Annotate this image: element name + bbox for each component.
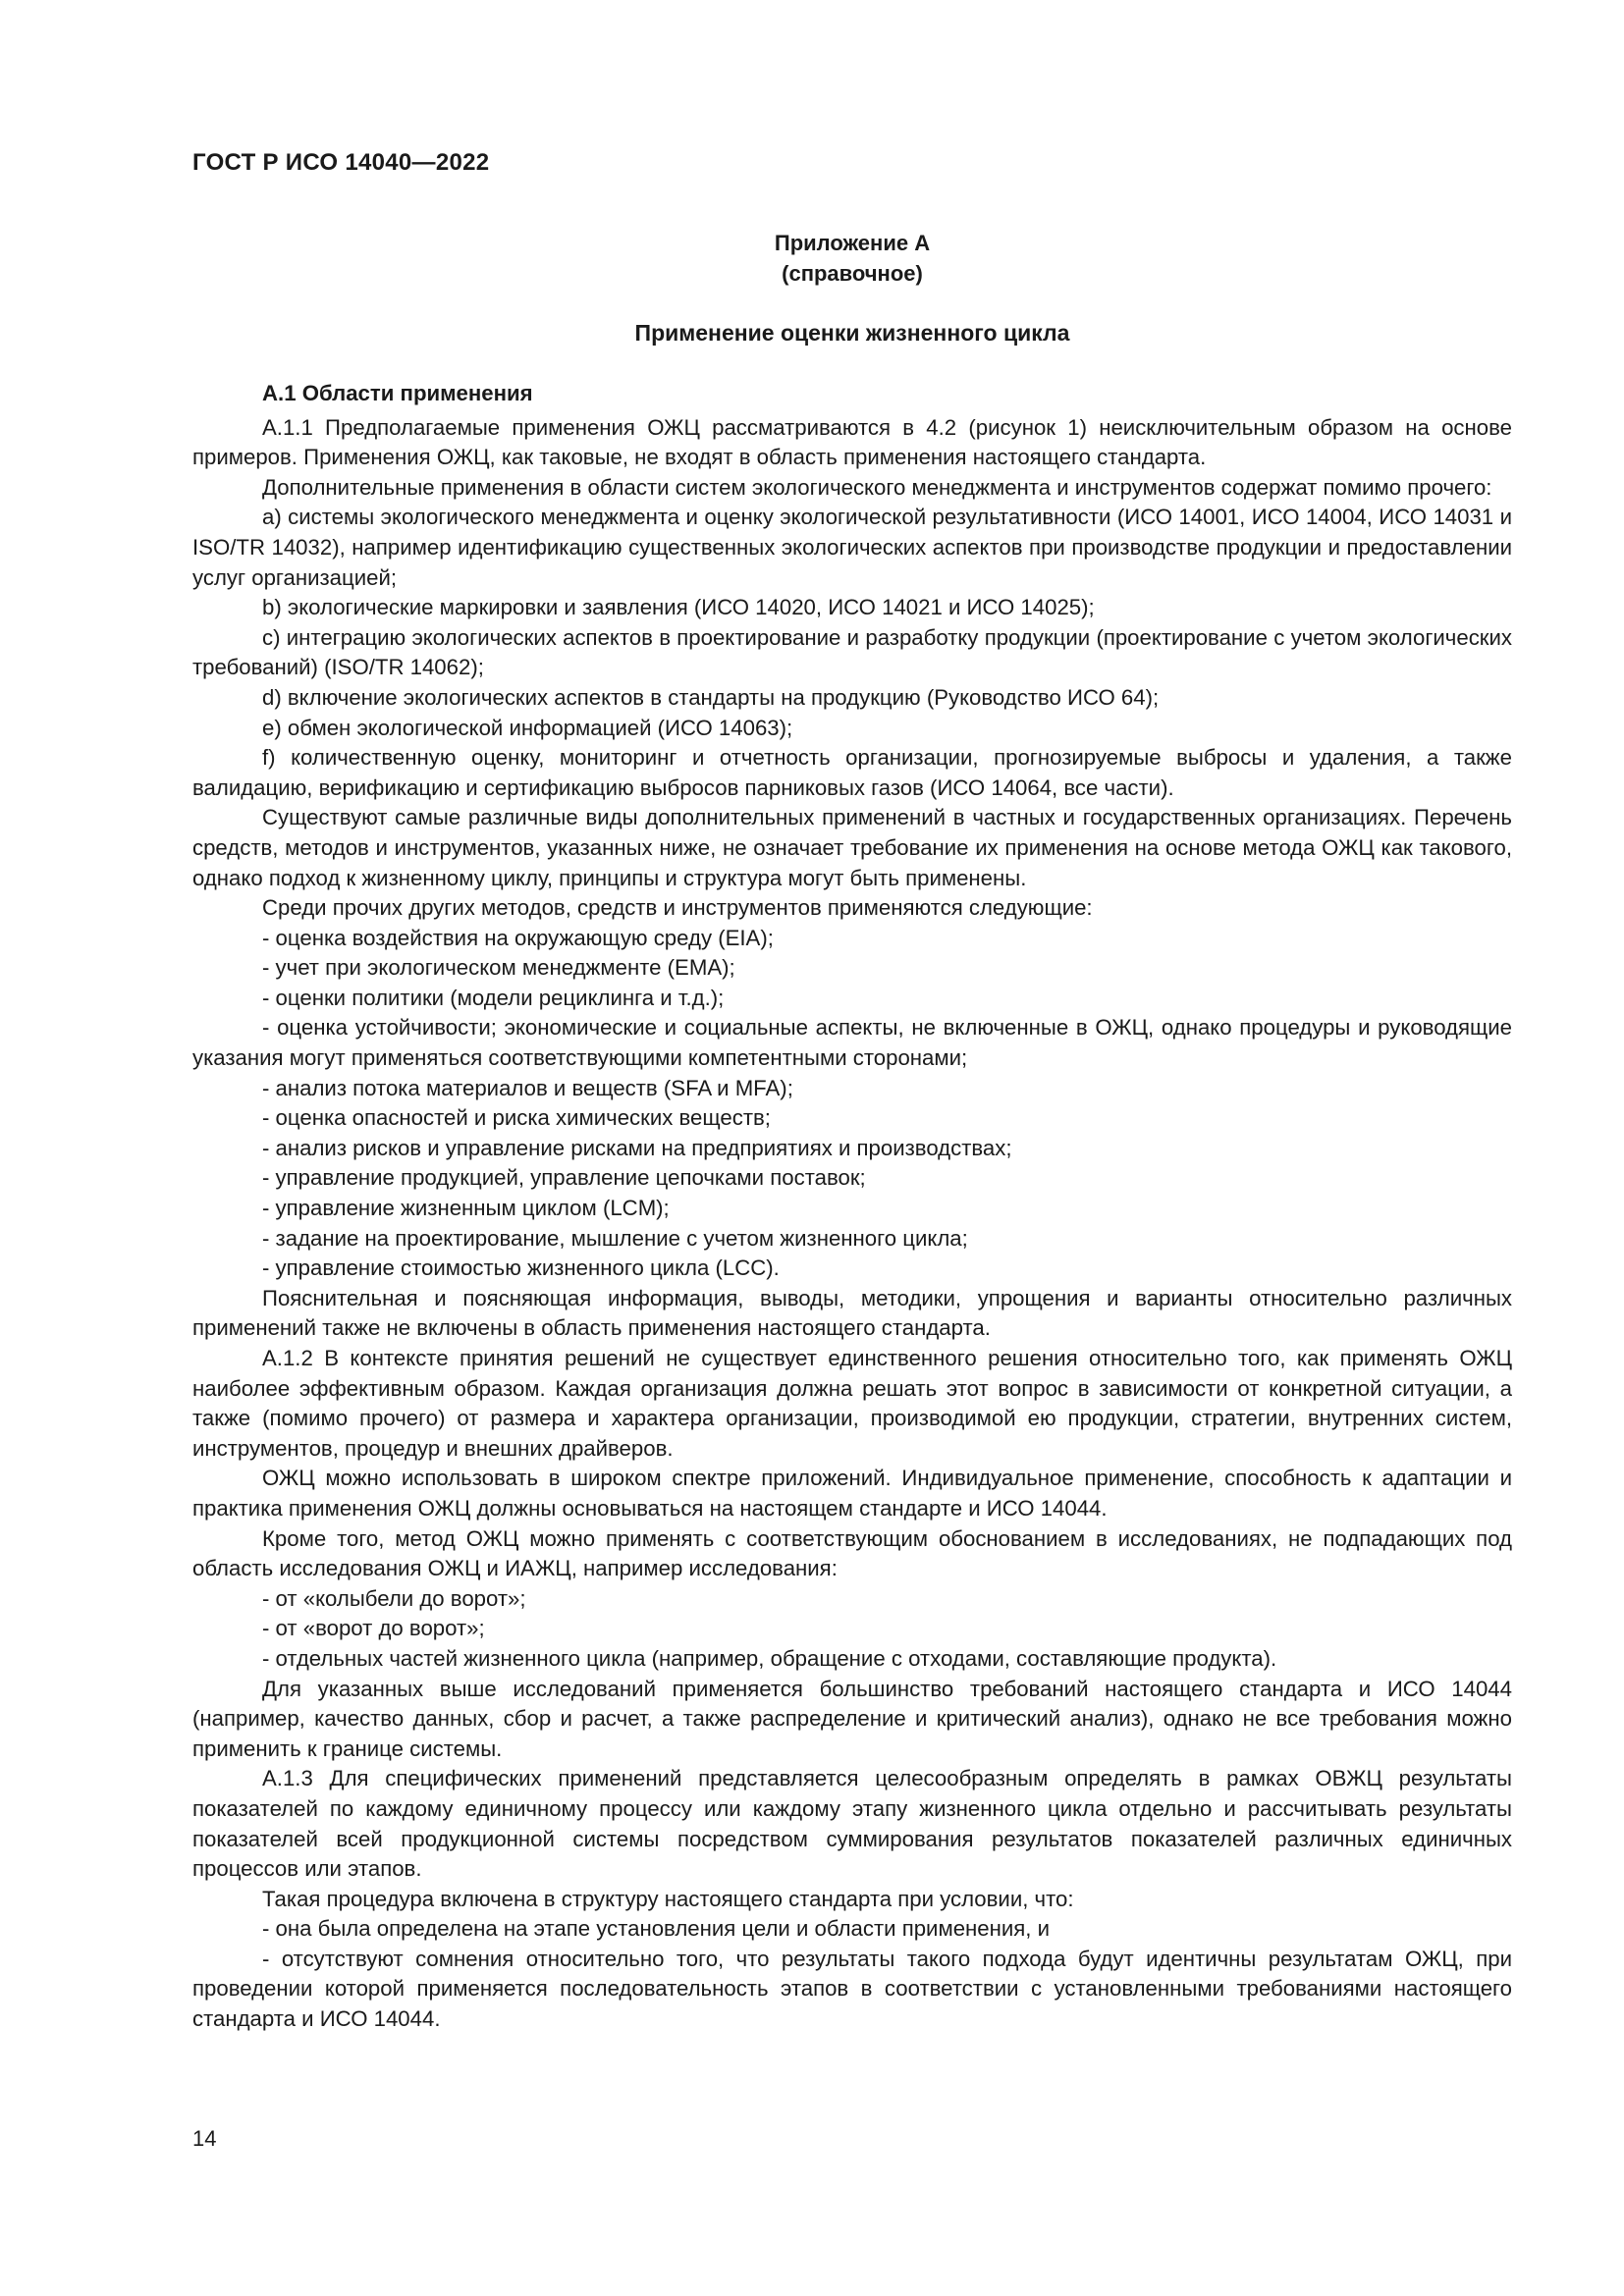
bullet-item: - оценки политики (модели рециклинга и т.д.);	[262, 985, 725, 1010]
bullet-item: - управление стоимостью жизненного цикла (LCC).	[262, 1255, 780, 1281]
annex-subtitle: (справочное)	[782, 261, 923, 286]
paragraph-a13: А.1.3 Для специфических применений представляется целесообразным определять в рамках ОВЖЦ результаты показателей по каждому единичному процессу или каждому этапу жизненного цикла отдельно и рассчитывать результаты показателей всей продукционной системы посредством суммирования результатов показателей различных единичных процессов или этапов.	[192, 1766, 1512, 1882]
page-number: 14	[192, 2126, 217, 2151]
bullet-item: - анализ потока материалов и веществ (SFA и MFA);	[262, 1075, 793, 1100]
bullet-item: - от «колыбели до ворот»;	[262, 1585, 526, 1611]
bullet-item: - оценка опасностей и риска химических веществ;	[262, 1105, 771, 1131]
bullet-item: - отсутствуют сомнения относительно того, что результаты такого подхода будут идентичны результатам ОЖЦ, при проведении которой применяется последовательность этапов в соответствии с установленными требованиями настоящего стандарта и ИСО 14044.	[192, 1946, 1512, 2032]
annex-title: Приложение А	[774, 231, 931, 255]
paragraph: Пояснительная и поясняющая информация, выводы, методики, упрощения и варианты относительно различных применений также не включены в область применения настоящего стандарта.	[192, 1285, 1512, 1341]
paragraph: Такая процедура включена в структуру настоящего стандарта при условии, что:	[262, 1886, 1074, 1911]
paragraph-a11: А.1.1 Предполагаемые применения ОЖЦ рассматриваются в 4.2 (рисунок 1) неисключительным образом на основе примеров. Применения ОЖЦ, как таковые, не входят в область применения настоящего стандарта.	[192, 414, 1512, 470]
bullet-item: - оценка воздействия на окружающую среду (EIA);	[262, 925, 774, 950]
annex-title-block	[192, 228, 1512, 289]
bullet-item: - учет при экологическом менеджменте (EMA);	[262, 955, 735, 981]
paragraph: Дополнительные применения в области систем экологического менеджмента и инструментов содержат помимо прочего:	[262, 474, 1492, 500]
list-item-d: d) включение экологических аспектов в стандарты на продукцию (Руководство ИСО 64);	[262, 684, 1160, 710]
paragraph-a12: А.1.2 В контексте принятия решений не существует единственного решения относительно того, как применять ОЖЦ наиболее эффективным образом. Каждая организация должна решать этот вопрос в зависимости от конкретной ситуации, а также (помимо прочего) от размера и характера организации, производимой ею продукции, стратегии, внутренних систем, инструментов, процедур и внешних драйверов.	[192, 1346, 1512, 1461]
list-item-c: c) интеграцию экологических аспектов в проектирование и разработку продукции (проектирование с учетом экологических требований) (ISO/TR 14062);	[192, 624, 1512, 680]
document-body	[192, 379, 1512, 2035]
paragraph: Кроме того, метод ОЖЦ можно применять с соответствующим обоснованием в исследованиях, не подпадающих под область исследования ОЖЦ и ИАЖЦ, например исследования:	[192, 1525, 1512, 1581]
annex-heading: Применение оценки жизненного цикла	[634, 320, 1070, 346]
paragraph: Для указанных выше исследований применяется большинство требований настоящего стандарта и ИСО 14044 (например, качество данных, сбор и расчет, а также распределение и критический анализ), однако не все требования можно применить к границе системы.	[192, 1676, 1512, 1761]
list-item-a: a) системы экологического менеджмента и оценку экологической результативности (ИСО 14001, ИСО 14004, ИСО 14031 и ISO/TR 14032), например идентификацию существенных экологических аспектов при производстве продукции и предоставлении услуг организацией;	[192, 505, 1512, 590]
bullet-item: - управление продукцией, управление цепочками поставок;	[262, 1165, 866, 1191]
paragraph: ОЖЦ можно использовать в широком спектре приложений. Индивидуальное применение, способность к адаптации и практика применения ОЖЦ должны основываться на настоящем стандарте и ИСО 14044.	[192, 1466, 1512, 1521]
standard-header: ГОСТ Р ИСО 14040—2022	[192, 149, 490, 176]
list-item-e: e) обмен экологической информацией (ИСО 14063);	[262, 715, 793, 740]
section-title: А.1 Области применения	[262, 381, 533, 405]
bullet-item: - оценка устойчивости; экономические и социальные аспекты, не включенные в ОЖЦ, однако процедуры и руководящие указания могут применяться соответствующими компетентными сторонами;	[192, 1015, 1512, 1071]
bullet-item: - управление жизненным циклом (LCM);	[262, 1196, 670, 1221]
paragraph: Среди прочих других методов, средств и инструментов применяются следующие:	[262, 895, 1093, 921]
bullet-item: - анализ рисков и управление рисками на предприятиях и производствах;	[262, 1135, 1012, 1160]
bullet-item: - отдельных частей жизненного цикла (например, обращение с отходами, составляющие продукта).	[262, 1645, 1277, 1671]
list-item-f: f) количественную оценку, мониторинг и отчетность организации, прогнозируемые выбросы и удаления, а также валидацию, верификацию и сертификацию выбросов парниковых газов (ИСО 14064, все части).	[192, 745, 1512, 800]
list-item-b: b) экологические маркировки и заявления (ИСО 14020, ИСО 14021 и ИСО 14025);	[262, 595, 1095, 620]
bullet-item: - от «ворот до ворот»;	[262, 1616, 485, 1641]
bullet-item: - она была определена на этапе установления цели и области применения, и	[262, 1916, 1051, 1942]
paragraph: Существуют самые различные виды дополнительных применений в частных и государственных организациях. Перечень средств, методов и инструментов, указанных ниже, не означает требование их применения на основе метода ОЖЦ как такового, однако подход к жизненному циклу, принципы и структура могут быть применены.	[192, 805, 1512, 890]
bullet-item: - задание на проектирование, мышление с учетом жизненного цикла;	[262, 1225, 968, 1251]
